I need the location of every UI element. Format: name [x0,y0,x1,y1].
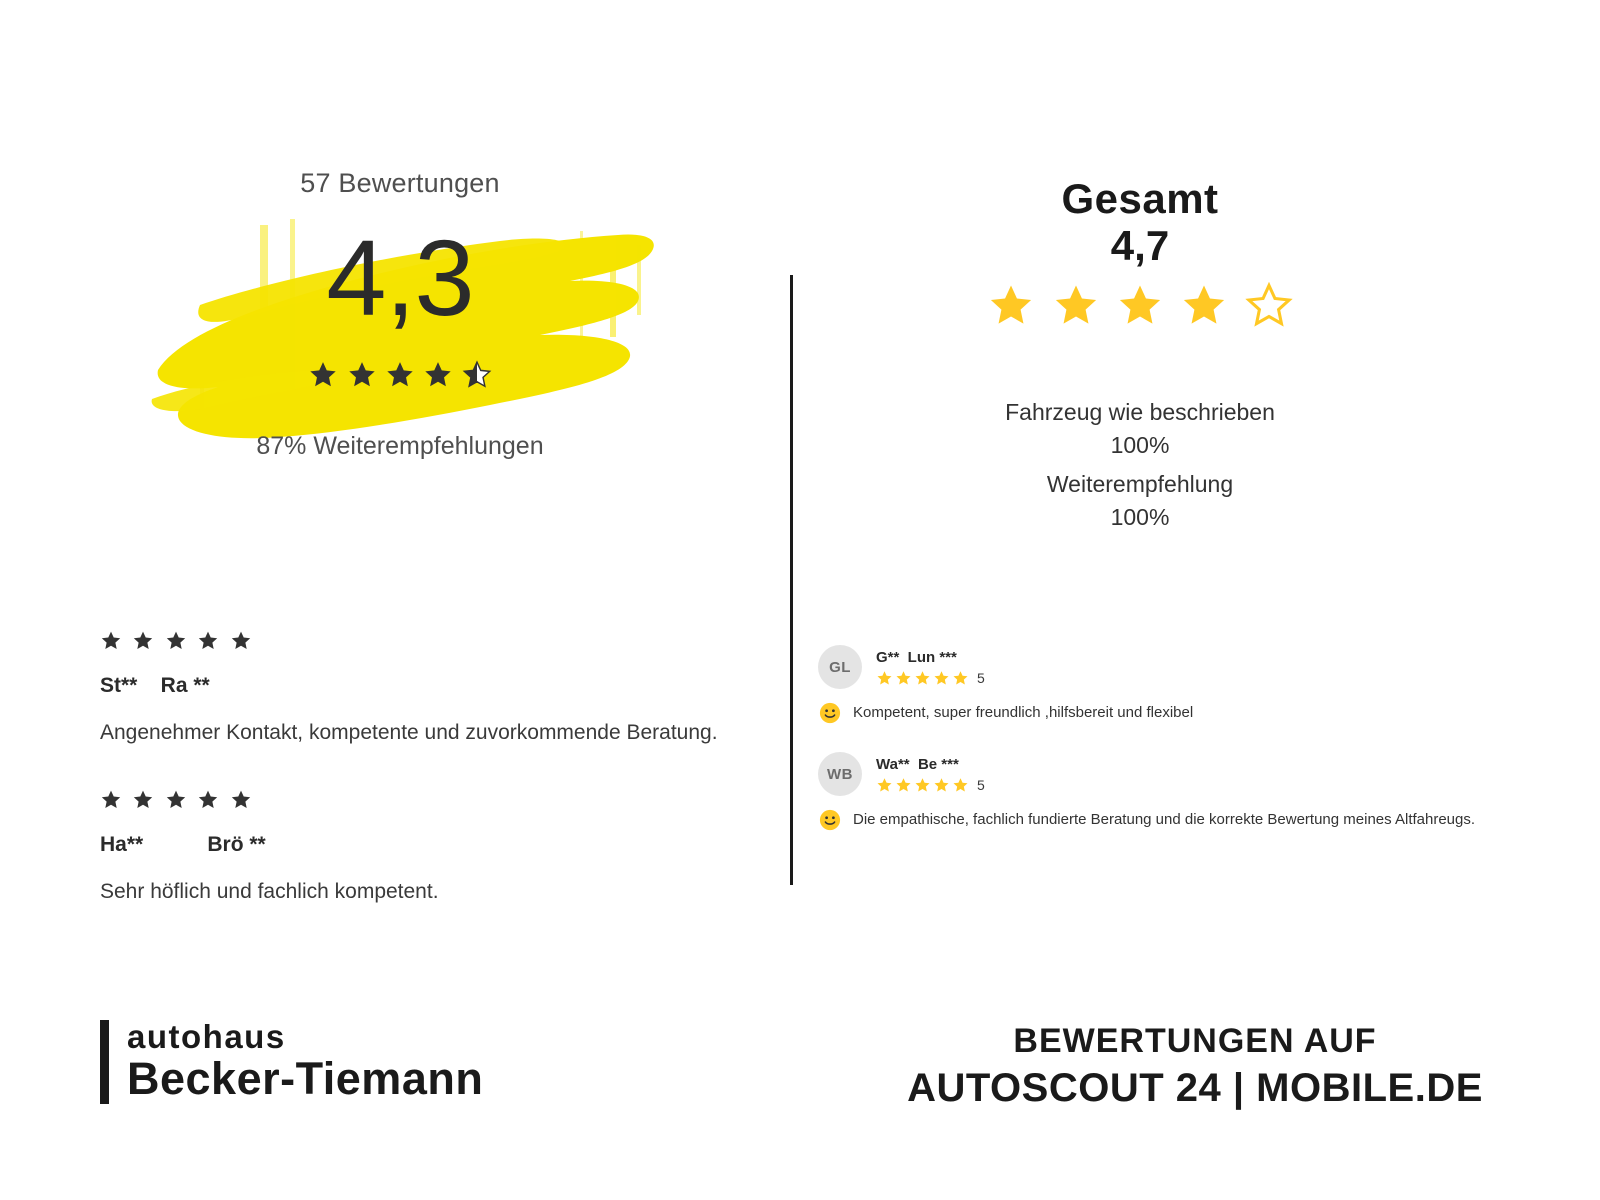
review-text: Angenehmer Kontakt, kompetente und zuvorkommende Beratung. [100,721,718,744]
metric-label: Fahrzeug wie beschrieben [1005,399,1275,425]
list-item [100,630,740,747]
logo-line-1: autohaus [127,1018,286,1055]
star-icon [165,630,187,651]
right-review-list [818,645,1578,860]
metric-vehicle-as-described [790,396,1490,463]
star-icon [952,777,969,793]
reviewer-name: St** Ra ** [100,674,210,697]
star-icon [197,789,219,810]
review-body [818,808,1578,831]
footer-line-2: AUTOSCOUT 24 | MOBILE.DE [907,1065,1483,1110]
overall-rating-value: 4,7 [1110,222,1170,269]
smiley-icon [819,702,841,724]
review-score: 5 [977,776,985,793]
star-icon [230,630,252,651]
metric-label: Weiterempfehlung [1046,471,1234,497]
star-icon [987,282,1035,328]
review-text: Kompetent, super freundlich ,hilfsbereit und flexibel [853,704,1194,721]
logo-bar [100,1020,109,1104]
review-star-rating [100,630,740,656]
star-half-icon [462,360,492,389]
review-text: Sehr höflich und fachlich kompetent. [100,880,439,904]
avatar: GL [818,645,862,689]
star-icon [132,630,154,651]
star-icon [933,670,950,686]
right-column [790,0,1600,1200]
star-icon [100,789,122,810]
review-count-label: 57 Bewertungen [300,168,500,198]
review-header [818,645,1578,689]
star-icon [1052,282,1100,328]
list-item [100,789,740,906]
reviewer-name: Wa** Be *** [876,755,959,773]
list-item [818,752,1578,831]
portal-footer [790,1020,1600,1113]
left-star-rating [110,360,690,394]
metric-value: 100% [1110,504,1170,531]
review-header [818,752,1578,796]
star-icon [895,670,912,686]
reviewer-meta [876,649,985,686]
star-icon [165,789,187,810]
star-icon [876,670,893,686]
metric-recommendation [790,468,1490,535]
overall-rating-value: 4,3 [326,217,474,338]
review-star-rating [876,670,985,686]
footer-line-1: BEWERTUNGEN AUF [1013,1022,1377,1060]
star-icon [933,777,950,793]
star-icon [100,630,122,651]
star-icon [1116,282,1164,328]
recommendation-label: 87% Weiterempfehlungen [256,432,544,460]
star-icon [914,670,931,686]
star-icon [952,670,969,686]
star-icon [230,789,252,810]
review-star-rating [100,789,740,815]
dealer-logo [100,1020,483,1104]
review-text: Die empathische, fachlich fundierte Beratung und die korrekte Bewertung meines Altfahreugs. [853,811,1476,829]
star-icon [385,360,415,389]
reviewer-meta [876,756,985,793]
review-body [818,701,1578,724]
review-score: 5 [977,669,985,686]
star-icon [876,777,893,793]
overall-title: Gesamt [1061,175,1219,222]
reviewer-name: G** Lun *** [876,648,957,666]
avatar: WB [818,752,862,796]
list-item [818,645,1578,724]
star-icon [895,777,912,793]
review-star-rating [876,777,985,793]
rating-highlight-block [110,150,690,480]
star-outline-icon [1245,282,1293,328]
overall-star-rating [790,282,1490,333]
star-icon [423,360,453,389]
smiley-icon [819,809,841,831]
star-icon [914,777,931,793]
metric-value: 100% [1110,432,1170,459]
star-icon [347,360,377,389]
star-icon [1180,282,1228,328]
logo-line-2: Becker-Tiemann [127,1052,484,1104]
star-icon [197,630,219,651]
left-review-list [100,630,740,949]
left-column [0,0,790,1200]
star-icon [308,360,338,389]
reviewer-name: Ha** Brö ** [100,833,266,857]
star-icon [132,789,154,810]
